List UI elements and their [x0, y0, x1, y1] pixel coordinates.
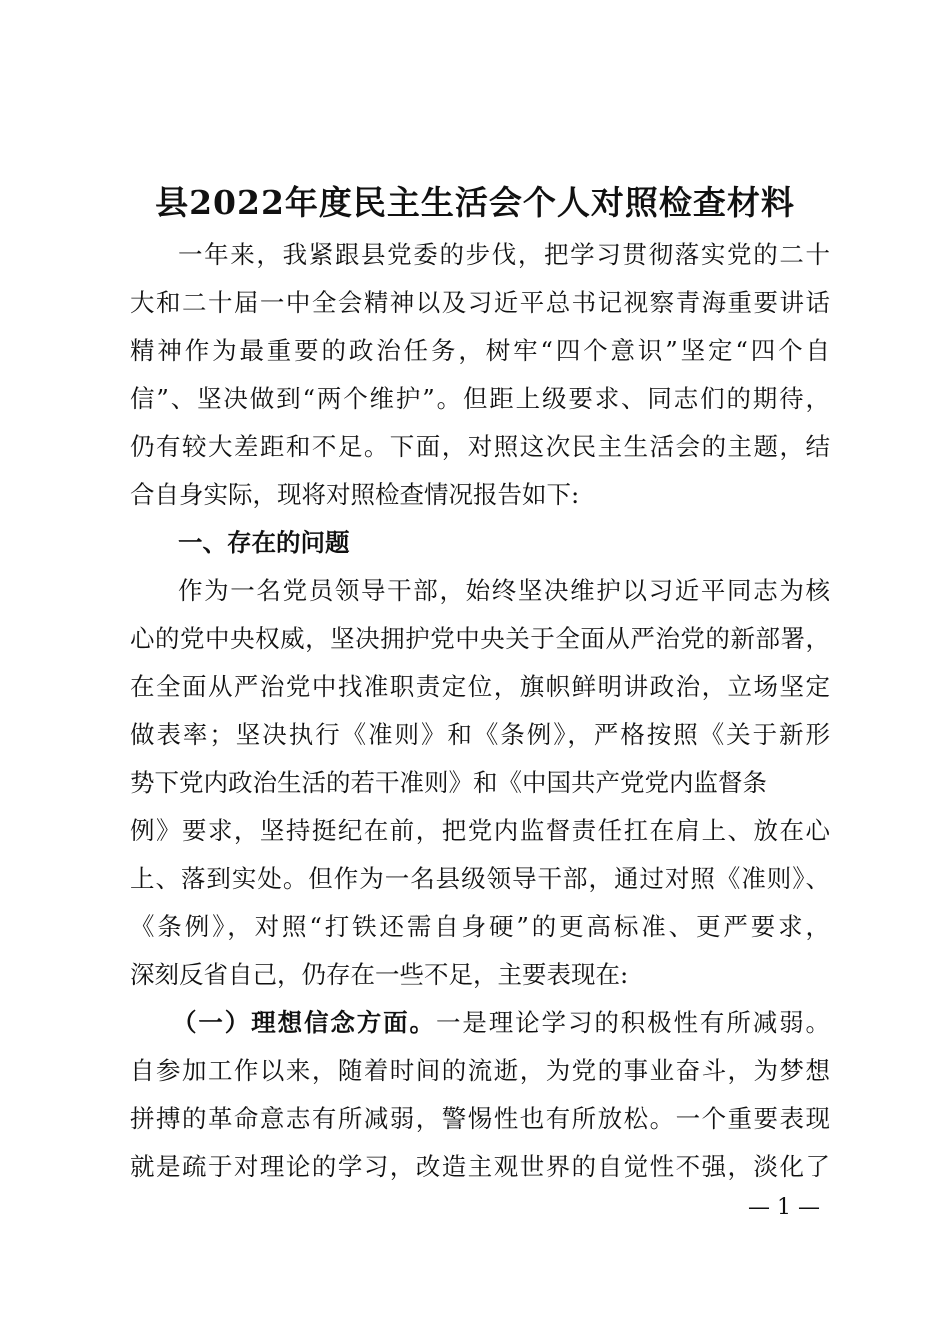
section-heading: 一、存在的问题 [178, 528, 350, 557]
document-title: 县2022年度民主生活会个人对照检查材料 [155, 183, 795, 222]
section-line: 作为一名党员领导干部，始终坚决维护以习近平同志为核 [178, 576, 830, 605]
subsection-first-text: 一是理论学习的积极性有所减弱。 [435, 1008, 831, 1037]
section-line: 例》要求，坚持挺纪在前，把党内监督责任扛在肩上、放在心 [130, 816, 830, 845]
section-line: 势下党内政治生活的若干准则》和《中国共产党党内监督条 [130, 768, 767, 797]
intro-line: 合自身实际，现将对照检查情况报告如下: [130, 480, 580, 509]
intro-line: 一年来，我紧跟县党委的步伐，把学习贯彻落实党的二十 [178, 240, 830, 269]
intro-line: 信”、坚决做到“两个维护”。但距上级要求、同志们的期待， [130, 384, 830, 413]
subsection-line: 拼搏的革命意志有所减弱，警惕性也有所放松。一个重要表现 [130, 1104, 830, 1133]
section-line: 《条例》，对照“打铁还需自身硬”的更高标准、更严要求， [130, 912, 830, 941]
page-number: — 1 — [748, 1195, 820, 1220]
section-line: 深刻反省自己，仍存在一些不足，主要表现在: [130, 960, 629, 989]
intro-line: 大和二十届一中全会精神以及习近平总书记视察青海重要讲话 [130, 288, 830, 317]
subsection-first-line [172, 1008, 830, 1038]
section-line: 在全面从严治党中找准职责定位，旗帜鲜明讲政治，立场坚定 [130, 672, 830, 701]
section-line: 心的党中央权威，坚决拥护党中央关于全面从严治党的新部署， [130, 624, 830, 653]
subsection-label: （一）理想信念方面。 [172, 1008, 436, 1037]
intro-line: 仍有较大差距和不足。下面，对照这次民主生活会的主题，结 [130, 432, 830, 461]
intro-line: 精神作为最重要的政治任务，树牢“四个意识”坚定“四个自 [130, 336, 830, 365]
subsection-line: 就是疏于对理论的学习，改造主观世界的自觉性不强，淡化了 [130, 1152, 830, 1181]
subsection-line: 自参加工作以来，随着时间的流逝，为党的事业奋斗，为梦想 [130, 1056, 830, 1085]
section-line: 上、落到实处。但作为一名县级领导干部，通过对照《准则》、 [130, 864, 830, 893]
section-line: 做表率；坚决执行《准则》和《条例》，严格按照《关于新形 [130, 720, 830, 749]
